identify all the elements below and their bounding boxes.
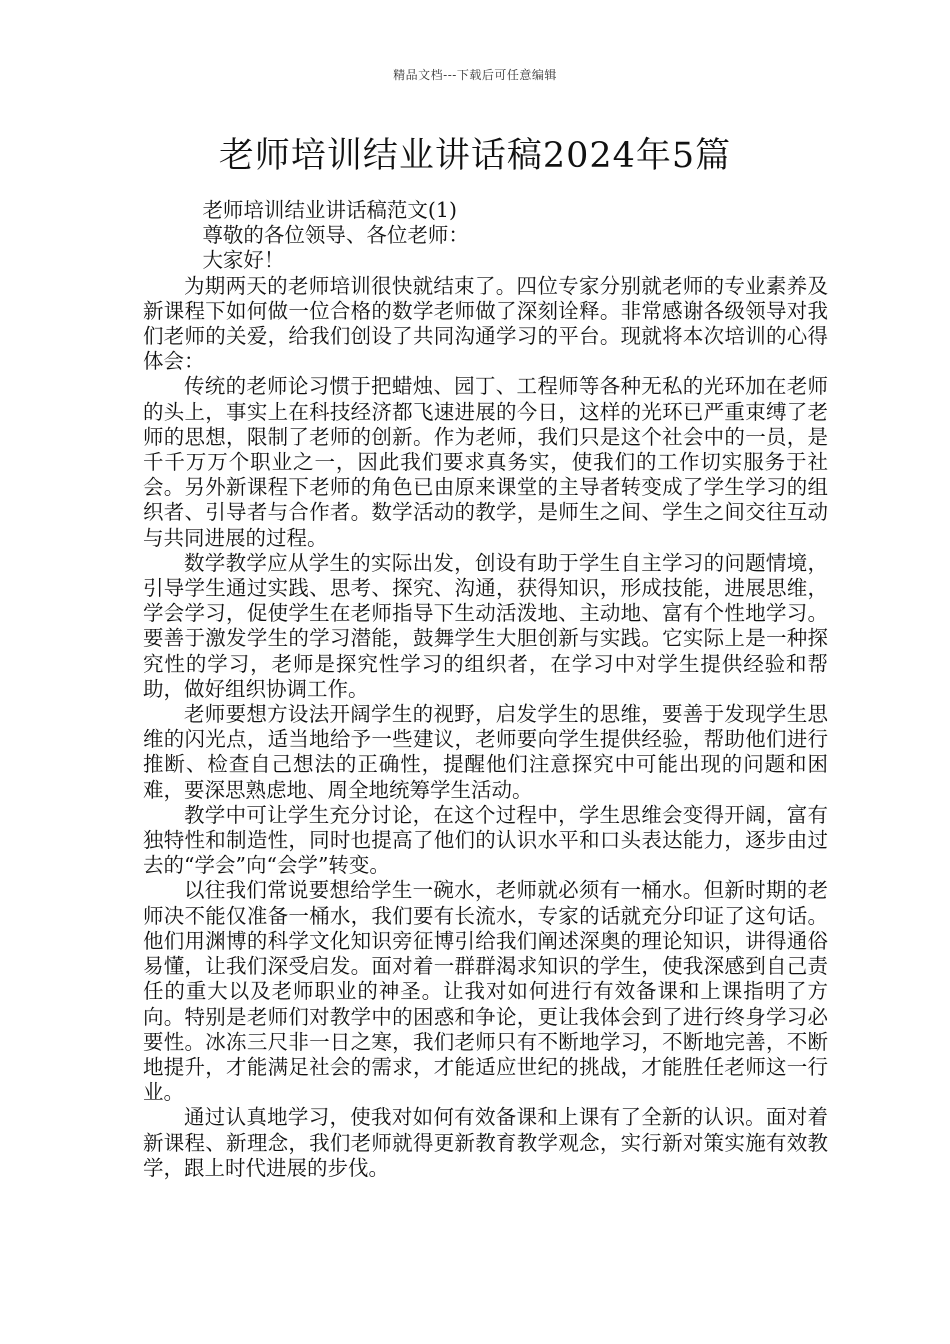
paragraph: 传统的老师论习惯于把蜡烛、园丁、工程师等各种无私的光环加在老师的头上，事实上在科技经济都飞速进展的今日，这样的光环已严重束缚了老师的思想，限制了老师的创新。作为老师，我们只是这个社会中的一员，是千千万万个职业之一，因此我们要求真务实，使我们的工作切实服务于社会。另外新课程下老师的角色已由原来课堂的主导者转变成了学生学习的组织者、引导者与合作者。数学活动的教学，是师生之间、学生之间交往互动与共同进展的过程。 xyxy=(143,374,828,550)
section-subtitle: 老师培训结业讲话稿范文(1) xyxy=(202,198,457,222)
paragraph: 数学教学应从学生的实际出发，创设有助于学生自主学习的问题情境，引导学生通过实践、思考、探究、沟通，获得知识，形成技能，进展思维，学会学习，促使学生在老师指导下生动活泼地、主动地、富有个性地学习。要善于激发学生的学习潜能，鼓舞学生大胆创新与实践。它实际上是一种探究性的学习，老师是探究性学习的组织者，在学习中对学生提供经验和帮助，做好组织协调工作。 xyxy=(143,550,828,701)
paragraph: 老师要想方设法开阔学生的视野，启发学生的思维，要善于发现学生思维的闪光点，适当地给予一些建议，老师要向学生提供经验，帮助他们进行推断、检查自己想法的正确性，提醒他们注意探究中可能出现的问题和困难，要深思熟虑地、周全地统筹学生活动。 xyxy=(143,702,828,802)
paragraph: 以往我们常说要想给学生一碗水，老师就必须有一桶水。但新时期的老师决不能仅准备一桶水，我们要有长流水，专家的话就充分印证了这句话。他们用渊博的科学文化知识旁征博引给我们阐述深奥的理论知识，讲得通俗易懂，让我们深受启发。面对着一群群渴求知识的学生，使我深感到自己责任的重大以及老师职业的神圣。让我对如何进行有效备课和上课指明了方向。特别是老师们对教学中的困惑和争论，更让我体会到了进行终身学习必要性。冰冻三尺非一日之寒，我们老师只有不断地学习，不断地完善，不断地提升，才能满足社会的需求，才能适应世纪的挑战，才能胜任老师这一行业。 xyxy=(143,878,828,1105)
paragraph: 通过认真地学习，使我对如何有效备课和上课有了全新的认识。面对着新课程、新理念，我们老师就得更新教育教学观念，实行新对策实施有效教学，跟上时代进展的步伐。 xyxy=(143,1105,828,1180)
paragraph: 教学中可让学生充分讨论，在这个过程中，学生思维会变得开阔，富有独特性和制造性，同时也提高了他们的认识水平和口头表达能力，逐步由过去的“学会”向“会学”转变。 xyxy=(143,802,828,878)
document-body xyxy=(143,198,828,1181)
page-header: 精品文档---下载后可任意编辑 xyxy=(393,68,557,82)
document-title: 老师培训结业讲话稿2024年5篇 xyxy=(218,136,732,176)
salutation: 尊敬的各位领导、各位老师： xyxy=(202,223,469,248)
greeting: 大家好！ xyxy=(202,248,285,273)
paragraph: 为期两天的老师培训很快就结束了。四位专家分别就老师的专业素养及新课程下如何做一位合格的数学老师做了深刻诠释。非常感谢各级领导对我们老师的关爱，给我们创设了共同沟通学习的平台。现就将本次培训的心得体会： xyxy=(143,273,828,374)
